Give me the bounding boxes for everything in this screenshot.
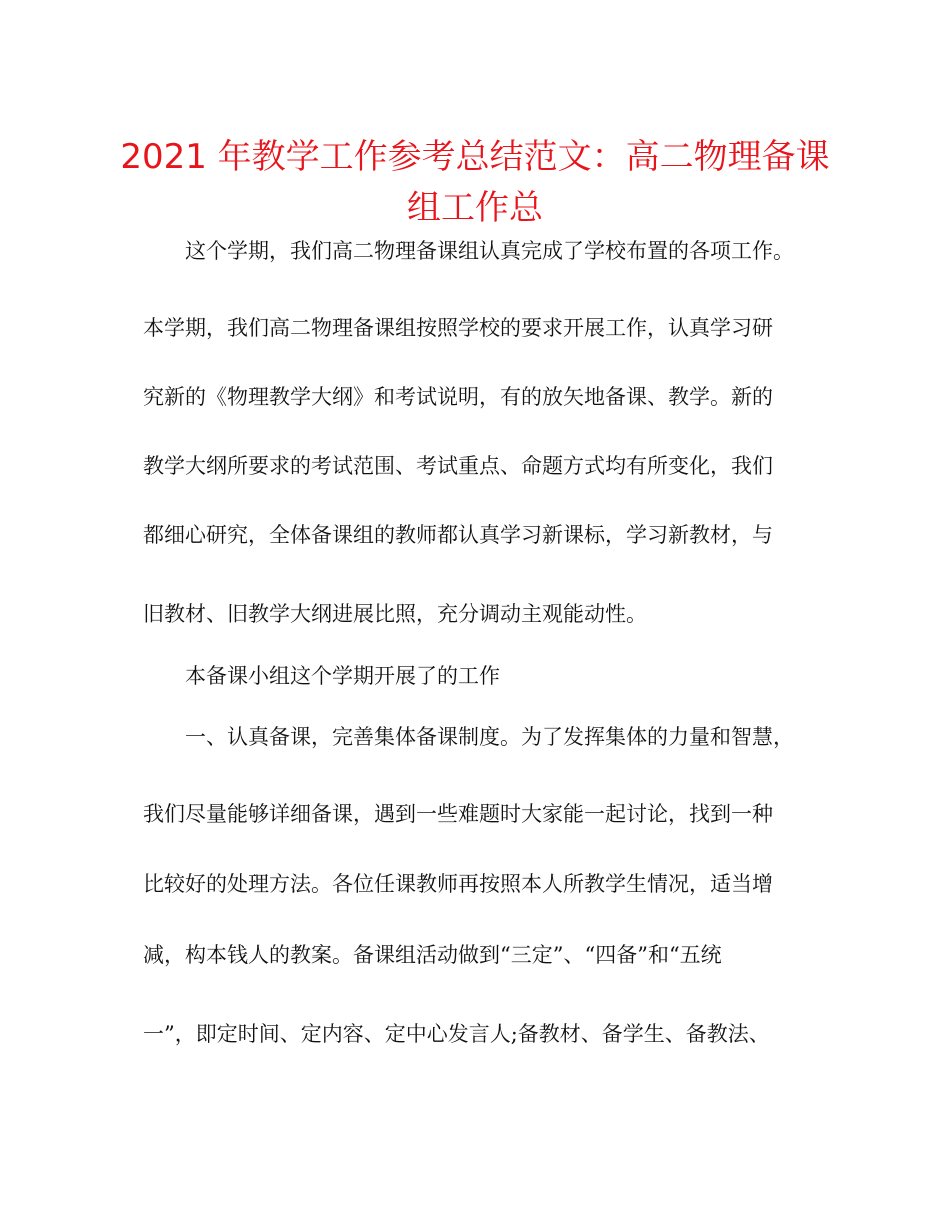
paragraph-line: 一”，即定时间、定内容、定中心发言人;备教材、备学生、备教法、 [143,1022,770,1046]
paragraph-line: 一、认真备课，完善集体备课制度。为了发挥集体的力量和智慧， [185,725,794,749]
paragraph-line: 旧教材、旧教学大纲进展比照，充分调动主观能动性。 [143,602,647,626]
document-title-line-2: 组工作总 [407,188,543,228]
paragraph-line: 究新的《物理教学大纲》和考试说明，有的放矢地备课、教学。新的 [143,385,773,409]
paragraph-line: 这个学期，我们高二物理备课组认真完成了学校布置的各项工作。 [185,239,794,263]
paragraph-line: 本备课小组这个学期开展了的工作 [185,664,500,688]
paragraph-line: 减，构本钱人的教案。备课组活动做到“三定”、“四备”和“五统 [143,943,722,967]
paragraph-line: 教学大纲所要求的考试范围、考试重点、命题方式均有所变化，我们 [143,454,773,478]
paragraph-line: 我们尽量能够详细备课，遇到一些难题时大家能一起讨论，找到一种 [143,802,773,826]
paragraph-line: 本学期，我们高二物理备课组按照学校的要求开展工作，认真学习研 [143,316,773,340]
paragraph-line: 都细心研究，全体备课组的教师都认真学习新课标，学习新教材，与 [143,523,773,547]
paragraph-line: 比较好的处理方法。各位任课教师再按照本人所教学生情况，适当增 [143,872,773,896]
document-title-line-1: 2021 年教学工作参考总结范文：高二物理备课 [120,137,830,177]
